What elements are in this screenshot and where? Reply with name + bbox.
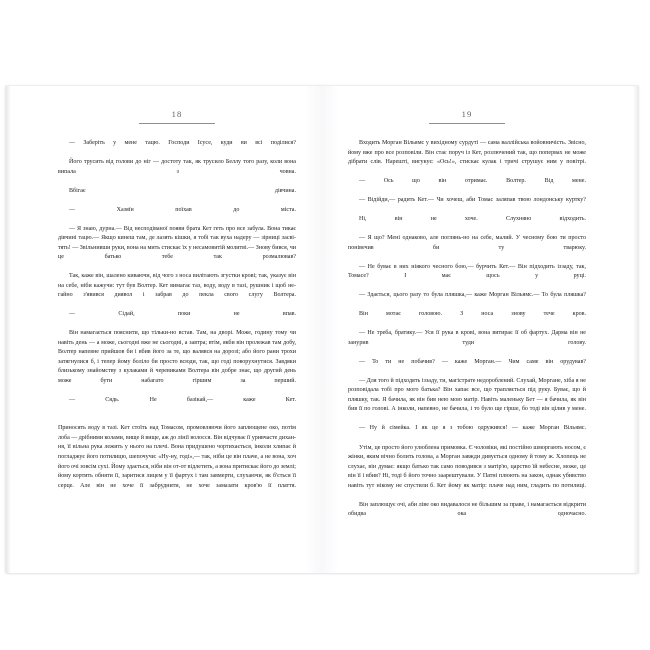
page-number-right: 19	[461, 109, 473, 119]
pages-container	[6, 86, 638, 573]
paragraph: — Ну й сімейка. І як це я з тобою одружився! — каже Морган Вільямс.	[359, 425, 586, 432]
paragraph: — Я що? Мені однаково, але поглянь-но на себе, малий. У чесному бою ти просто понівечив би ту тварюку.	[348, 235, 586, 251]
paragraph: Він мотає головою. З носа знову тече кров.	[359, 311, 586, 318]
paragraph: Так, каже він, шалено киваючи, від чого з носа вилітають згустки крові; так, указує він на себе, ніби кажучи: тут був Волтер. Кет вимагає таз, воду, воду в тазі, рушник і щоб негайно з'явився диявол і забрав до пекла свого слугу Волтера.	[58, 273, 296, 299]
folio-left	[58, 104, 296, 124]
paragraph: — Для того й підходять іззаду, ти, магістрате недороблений. Слухай, Моргане, хіба я не розповідала тобі про мого батька? Він хапає все, що трапляється під руку. Буває, що й пляшку, так. Я бачила, як він бив нею мою матір. Навіть маленьку Бет — я бачила, як він бив її по голові. А інколи, напевно, не бачила, і то було ще гірше, бо тоді він цілив у мене.	[348, 377, 586, 413]
book-spread	[6, 86, 638, 573]
paragraph: Він намагається пояснити, що тільки-но встав. Там, на дворі. Може, годину тому чи навіть день — а може, сьогодні вже не сьогодні, а завтра; втім, якби він пролежав там добу, Волтер напевне прийшов би і вбив його за те, що валявся на дорозі; або його рани трохи затягнулися б, і тепер йому боліло би просто всюди, так, що годі поворухнутися. Завдяки близькому знайомству з кулаками й черевиками Волтера він добре знає, що другий день може бути набагато гіршим за перший.	[58, 330, 296, 384]
paragraph: Вбігає дівчина.	[69, 187, 296, 194]
paragraph: — То ти не побачив? — каже Морган.— Чим саме він орудував?	[359, 358, 586, 365]
page-number-left: 18	[171, 109, 183, 119]
paragraph: — Відійди,— радить Кет.— Чи хочеш, аби Томас заляпав твою лондонську куртку?	[359, 197, 586, 204]
paragraph: Входить Морган Вільямс у вихідному сурдуті — сама валлійська войовничість. Звісно, йому вже про все розповіли. Він стає поруч із Кет, розлючений так, що попервах не може дібрати слів. Нарешті, вигукує: «Ось!», стискає кулак і тричі струшує ним у повітрі.	[348, 140, 586, 166]
folio-rule-right	[429, 123, 505, 124]
paragraph: Утім, це просто його улюблена примовка. Є чоловіки, які постійно шморгають носом, є жінки, яким вічно болить голова, а Морган завжди дивується одному й тому ж. Хлопець не слухає, він думає: якщо батько так само поводився з матір'ю, царство їй небесне, може, це він її і вбив? Ні, тоді б його точно заарештували. У Патні плюють на закон, однак убивство навіть тут нікому не спустили б. Кет йому як матір: плаче над ним, гладить по потилиці.	[348, 444, 586, 489]
paragraph: Ні, він не хоче. Слухняно відходить.	[359, 216, 586, 223]
page-right-body	[348, 139, 586, 529]
page-right	[322, 86, 638, 573]
page-left	[6, 86, 322, 573]
paragraph: — Ось що він отримає. Волтер. Від мене.	[359, 178, 586, 185]
paragraph: Він заплющує очі, аби ліве око видавалося не більшим за праве, і намагається відкрити обидва ока одночасно.	[348, 501, 586, 518]
paragraph: — Заберіть у мене тацю. Господи Ісусе, куди ви всі поділися?	[69, 140, 296, 146]
paragraph: — Не треба, братику.— Уся її рука в крові, вона витирає її об фартух. Дарма він не занурив туди голову.	[348, 330, 586, 346]
paragraph: — Я знаю, дурна.— Від несподіваної появи брата Кет геть про все забула. Вона тикає дівчині тацю.— Якщо кинеш там, де лазять кішки, я тобі так вуха надеру — зірниці засвітять! — Звільнивши руки, вона на мить стискає їх у несамовитій молитві.— Знову бився, чи це батько тебе так розмалював?	[58, 225, 296, 261]
paragraph: Його трусить від голови до ніг — достоту так, як трусило Беллу того разу, коли вона випала з човна.	[58, 159, 296, 175]
folio-right	[348, 104, 586, 124]
page-left-body	[58, 139, 296, 501]
paragraph: — Хазяїн поїхав до міста.	[69, 206, 296, 213]
paragraph: — Сядь. Не базікай,— каже Кет.	[69, 396, 296, 403]
paragraph: — Здається, цього разу то була пляшка,— каже Морган Вільямс.— То була пляшка?	[359, 292, 586, 299]
paragraph: Приносять воду в тазі. Кет стоїть над Томасом, промовляючи його заплющене око, потім лоба — дрібними колами, вище й вище, аж до лінії волосся. Він відчуває її уривчасте дихання, її вільна рука лежить у нього на плечі. Вона придушено чортихається, інколи хлипає й погладжує його потилицю, шепочучи: «Ну-ну, годі»,— так, ніби це він плаче, а не вона, хоч його очі зовсім сухі. Йому здається, ніби він от-от відлетить, а вона притискає його до землі; йому кортить обняти її, заритися лицем у її фартух і там завмерти, слухаючи, як б'ється її серце. Але він не хоче її забруднити, не хоче замазати кров'ю її плаття.	[58, 425, 296, 489]
paragraph: — Не буває в них ніякого чесного бою,— бурчить Кет.— Він підходить іззаду, так, Томасе? І має щось у руці.	[348, 263, 586, 280]
folio-rule-left	[139, 123, 215, 124]
paragraph: — Сідай, поки не впав.	[69, 311, 296, 318]
